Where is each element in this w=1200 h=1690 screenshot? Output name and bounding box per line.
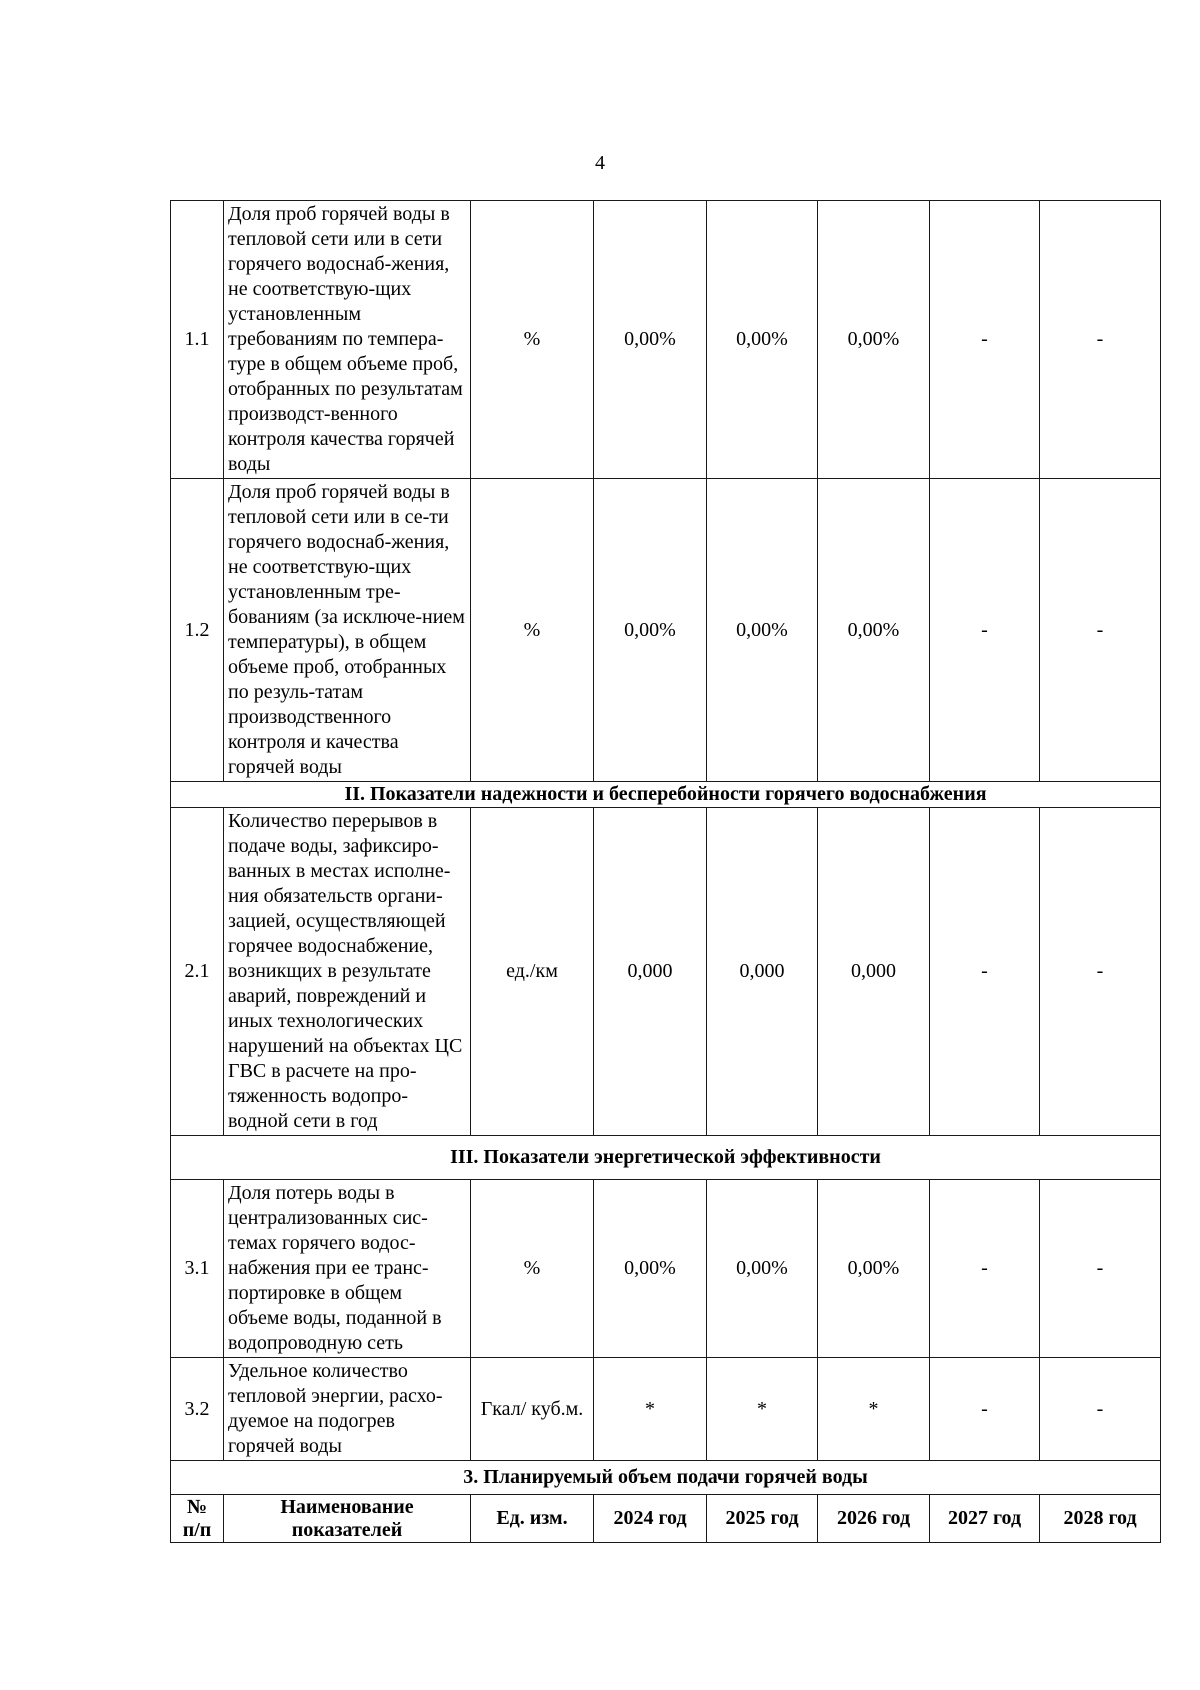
unit-cell: % xyxy=(471,201,594,479)
section-heading-row xyxy=(171,782,1161,808)
value-2026: * xyxy=(818,1358,930,1461)
value-2025: * xyxy=(707,1358,818,1461)
row-number: 2.1 xyxy=(171,808,224,1136)
value-2027: - xyxy=(930,479,1040,782)
value-2028: - xyxy=(1040,808,1161,1136)
indicators-table xyxy=(170,200,1161,1543)
header-unit: Ед. изм. xyxy=(471,1495,594,1543)
indicator-name: Доля проб горячей воды в тепловой сети или в сети горячего водоснаб-жения, не соответствую-щих установленным требованиям по темпера-туре в общем объеме проб, отобранных по результатам производст-венного контроля качества горячей воды xyxy=(224,201,471,479)
header-number: № п/п xyxy=(171,1495,224,1543)
unit-cell: % xyxy=(471,479,594,782)
table-header-row xyxy=(171,1495,1161,1543)
value-2024: * xyxy=(594,1358,707,1461)
value-2024: 0,000 xyxy=(594,808,707,1136)
header-name: Наименование показателей xyxy=(224,1495,471,1543)
row-number: 1.2 xyxy=(171,479,224,782)
value-2026: 0,00% xyxy=(818,1180,930,1358)
value-2028: - xyxy=(1040,1358,1161,1461)
header-2026: 2026 год xyxy=(818,1495,930,1543)
value-2028: - xyxy=(1040,201,1161,479)
unit-cell: ед./км xyxy=(471,808,594,1136)
header-2025: 2025 год xyxy=(707,1495,818,1543)
value-2024: 0,00% xyxy=(594,1180,707,1358)
value-2024: 0,00% xyxy=(594,201,707,479)
value-2026: 0,00% xyxy=(818,479,930,782)
indicator-name: Количество перерывов в подаче воды, зафиксиро-ванных в местах исполне-ния обязательств органи-зацией, осуществляющей горячее водоснабжение, возникщих в результате аварий, повреждений и иных технологических нарушений на объектах ЦС ГВС в расчете на про-тяженность водопро-водной сети в год xyxy=(224,808,471,1136)
value-2028: - xyxy=(1040,479,1161,782)
table-row xyxy=(171,808,1161,1136)
value-2025: 0,00% xyxy=(707,1180,818,1358)
section-heading-energy: III. Показатели энергетической эффективности xyxy=(171,1136,1161,1180)
indicator-name: Доля проб горячей воды в тепловой сети или в се-ти горячего водоснаб-жения, не соответствую-щих установленным тре-бованиям (за исключе-нием температуры), в общем объеме проб, отобранных по резуль-татам производственного контроля и качества горячей воды xyxy=(224,479,471,782)
value-2026: 0,000 xyxy=(818,808,930,1136)
page-number: 4 xyxy=(595,152,605,174)
indicator-name: Удельное количество тепловой энергии, расхо-дуемое на подогрев горячей воды xyxy=(224,1358,471,1461)
table-row xyxy=(171,479,1161,782)
value-2027: - xyxy=(930,808,1040,1136)
table-row xyxy=(171,201,1161,479)
value-2027: - xyxy=(930,1358,1040,1461)
value-2025: 0,000 xyxy=(707,808,818,1136)
value-2024: 0,00% xyxy=(594,479,707,782)
table-row xyxy=(171,1180,1161,1358)
section-heading-planned-volume: 3. Планируемый объем подачи горячей воды xyxy=(171,1461,1161,1495)
header-2028: 2028 год xyxy=(1040,1495,1161,1543)
table-row xyxy=(171,1358,1161,1461)
row-number: 3.2 xyxy=(171,1358,224,1461)
value-2028: - xyxy=(1040,1180,1161,1358)
indicator-name: Доля потерь воды в централизованных сис-темах горячего водос-набжения при ее транс-портировке в общем объеме воды, поданной в водопроводную сеть xyxy=(224,1180,471,1358)
section-heading-reliability: II. Показатели надежности и бесперебойности горячего водоснабжения xyxy=(171,782,1161,808)
row-number: 1.1 xyxy=(171,201,224,479)
header-2027: 2027 год xyxy=(930,1495,1040,1543)
unit-cell: % xyxy=(471,1180,594,1358)
section-heading-row xyxy=(171,1136,1161,1180)
value-2025: 0,00% xyxy=(707,479,818,782)
unit-cell: Гкал/ куб.м. xyxy=(471,1358,594,1461)
value-2027: - xyxy=(930,1180,1040,1358)
value-2026: 0,00% xyxy=(818,201,930,479)
value-2027: - xyxy=(930,201,1040,479)
section-heading-row xyxy=(171,1461,1161,1495)
value-2025: 0,00% xyxy=(707,201,818,479)
row-number: 3.1 xyxy=(171,1180,224,1358)
header-2024: 2024 год xyxy=(594,1495,707,1543)
